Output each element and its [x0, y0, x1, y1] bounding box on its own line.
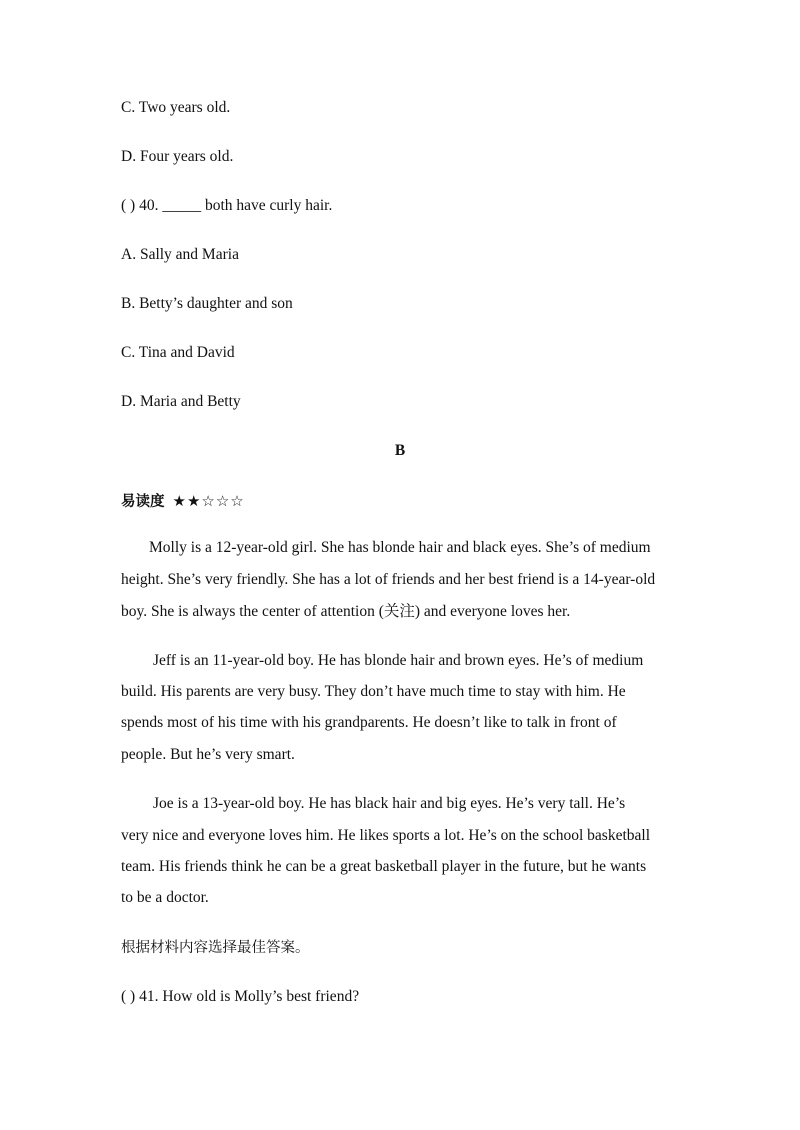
option-c-q40: C. Tina and David: [121, 344, 235, 361]
difficulty-stars-icon: ★★☆☆☆: [172, 492, 245, 510]
passage-line: Joe is a 13-year-old boy. He has black hair and big eyes. He’s very tall. He’s: [153, 795, 626, 812]
question-40-stem: ( ) 40. _____ both have curly hair.: [121, 197, 333, 214]
difficulty-row: [121, 491, 245, 512]
passage-line: spends most of his time with his grandparents. He doesn’t like to talk in front of: [121, 714, 617, 731]
passage-line: Jeff is an 11-year-old boy. He has blonde hair and brown eyes. He’s of medium: [153, 652, 644, 669]
passage-line: team. His friends think he can be a great basketball player in the future, but he wants: [121, 858, 647, 875]
option-c-q39: C. Two years old.: [121, 99, 231, 116]
passage-line: boy. She is always the center of attention (关注) and everyone loves her.: [121, 603, 571, 620]
option-a-q40: A. Sally and Maria: [121, 246, 239, 263]
passage-line: height. She’s very friendly. She has a lot of friends and her best friend is a 14-year-old: [121, 571, 656, 588]
option-b-q40: B. Betty’s daughter and son: [121, 295, 293, 312]
passage-line: Molly is a 12-year-old girl. She has blonde hair and black eyes. She’s of medium: [149, 539, 651, 556]
passage-line: to be a doctor.: [121, 889, 209, 906]
option-d-q40: D. Maria and Betty: [121, 393, 241, 410]
passage-line: people. But he’s very smart.: [121, 746, 295, 763]
difficulty-label: 易读度: [121, 494, 165, 510]
option-d-q39: D. Four years old.: [121, 148, 234, 165]
passage-line: very nice and everyone loves him. He likes sports a lot. He’s on the school basketball: [121, 827, 651, 844]
question-41-stem: ( ) 41. How old is Molly’s best friend?: [121, 988, 360, 1005]
passage-line: build. His parents are very busy. They don’t have much time to stay with him. He: [121, 683, 626, 700]
section-title: B: [394, 442, 406, 459]
instruction-text: 根据材料内容选择最佳答案。: [121, 940, 310, 956]
